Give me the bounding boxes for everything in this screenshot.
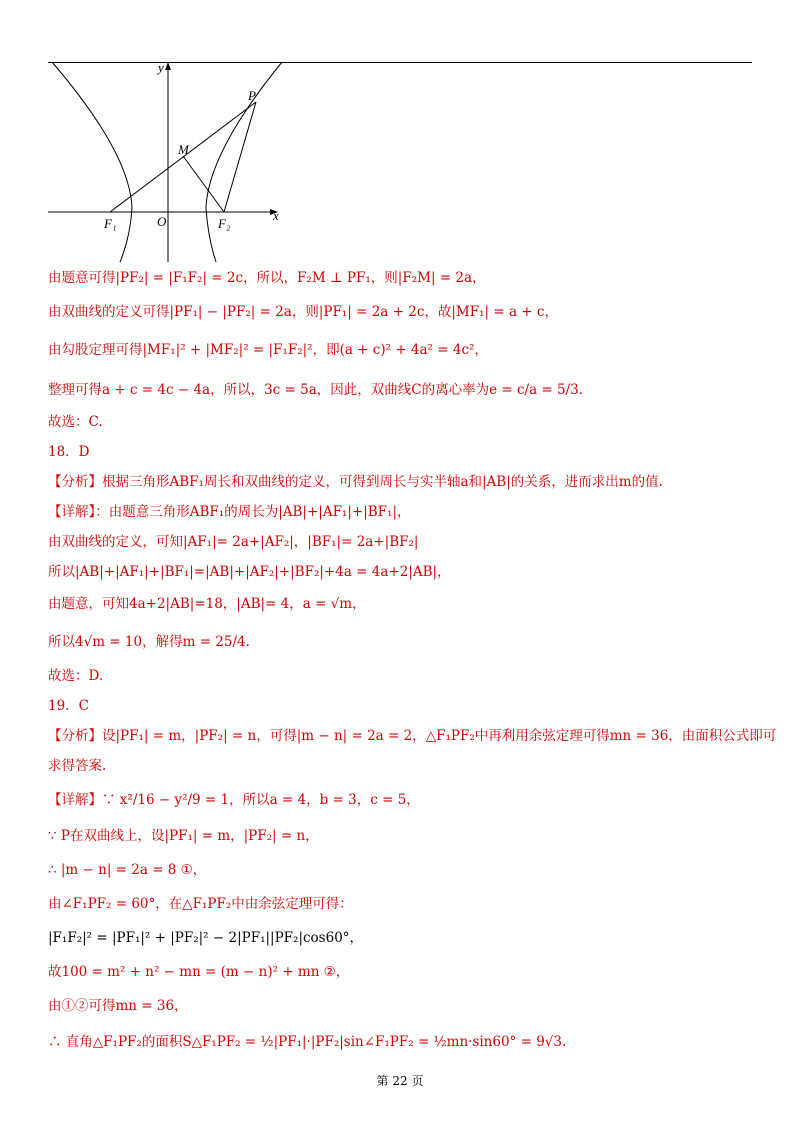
text-line-14: 19．C (48, 698, 90, 714)
text-line-24: ∴ 直角△F₁PF₂的面积S△F₁PF₂ = ½|PF₁|·|PF₂|sin∠F₁PF₂ = ½mn·sin60° = 9√3. (48, 1034, 567, 1050)
label-P: P (248, 88, 256, 103)
text-line-8: 【详解】：由题意三角形ABF₁的周长为|AB|+|AF₁|+|BF₁|， (48, 504, 411, 520)
page-number: 第 22 页 (376, 1074, 424, 1088)
text-line-21: |F₁F₂|² = |PF₁|² + |PF₂|² − 2|PF₁||PF₂|cos60°， (48, 930, 364, 946)
hyperbola-left-branch (52, 62, 132, 262)
segment-F2P (224, 102, 256, 212)
text-line-11: 由题意，可知4a+2|AB|=18，|AB|= 4，a = √m， (48, 596, 366, 612)
text-line-18: ∵ P在双曲线上，设|PF₁| = m，|PF₂| = n， (48, 828, 319, 844)
text-line-6: 18．D (48, 444, 90, 460)
text-line-23: 由①②可得mn = 36， (48, 998, 188, 1014)
text-line-7: 【分析】根据三角形ABF₁周长和双曲线的定义，可得到周长与实半轴a和|AB|的关系，进而求出m的值. (48, 474, 663, 490)
text-line-9: 由双曲线的定义，可知|AF₁|= 2a+|AF₂|，|BF₁|= 2a+|BF₂| (48, 534, 419, 550)
text-line-3: 由勾股定理可得|MF₁|² + |MF₂|² = |F₁F₂|²，即(a + c)² + 4a² = 4c²， (48, 342, 488, 358)
text-line-1: 由题意可得|PF₂| = |F₁F₂| = 2c，所以，F₂M ⊥ PF₁，则|F₂M| = 2a， (48, 270, 486, 286)
text-line-12: 所以4√m = 10，解得m = 25/4. (48, 634, 250, 650)
text-line-10: 所以|AB|+|AF₁|+|BF₁|=|AB|+|AF₂|+|BF₂|+4a = 4a+2|AB|， (48, 564, 451, 580)
text-line-20: 由∠F₁PF₂ = 60°，在△F₁PF₂中由余弦定理可得： (48, 896, 353, 912)
label-y: y (158, 60, 164, 75)
text-line-17: 【详解】∵ x²/16 − y²/9 = 1，所以a = 4，b = 3，c = 5， (48, 792, 420, 808)
text-line-13: 故选：D. (48, 668, 104, 684)
text-line-5: 故选：C. (48, 414, 103, 430)
text-line-15: 【分析】设|PF₁| = m，|PF₂| = n，可得|m − n| = 2a = 2，△F₁PF₂中再利用余弦定理可得mn = 36，由面积公式即可 (48, 728, 777, 744)
segment-F2M (183, 156, 224, 212)
text-line-2: 由双曲线的定义可得|PF₁| − |PF₂| = 2a，则|PF₁| = 2a + 2c，故|MF₁| = a + c， (48, 304, 558, 320)
label-F2: F₂ (218, 216, 231, 231)
text-line-22: 故100 = m² + n² − mn = (m − n)² + mn ②， (48, 964, 350, 980)
label-M: M (178, 142, 189, 157)
text-line-19: ∴ |m − n| = 2a = 8 ①， (48, 862, 207, 878)
hyperbola-figure (40, 58, 300, 268)
label-F1: F₁ (104, 216, 117, 231)
label-x: x (273, 208, 279, 223)
text-line-4: 整理可得a + c = 4c − 4a，所以，3c = 5a，因此，双曲线C的离心率为e = c/a = 5/3. (48, 382, 584, 398)
segment-F1P (110, 102, 256, 212)
text-line-16: 求得答案. (48, 758, 107, 774)
label-O: O (157, 214, 167, 229)
hyperbola-right-branch (206, 62, 282, 262)
